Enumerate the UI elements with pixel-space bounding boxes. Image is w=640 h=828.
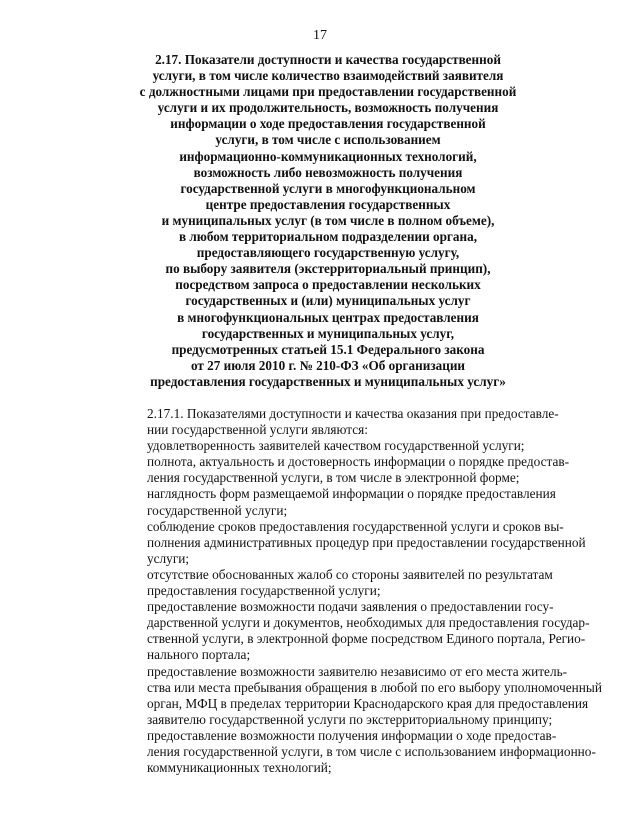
heading-line: в любом территориальном подразделении органа, xyxy=(178,229,477,245)
heading-line: возможность либо невозможность получения xyxy=(193,164,463,180)
paragraph-2-17-1 xyxy=(115,406,559,438)
paragraph-satisfaction xyxy=(115,438,551,454)
text-line: государственной услуги; xyxy=(147,502,288,518)
paragraph-electronic-application xyxy=(115,599,590,663)
text-line: нии государственной услуги являются: xyxy=(147,422,368,438)
text-line: полнения административных процедур при предоставлении государственной xyxy=(147,534,586,550)
heading-line: центре предоставления государственных xyxy=(205,196,451,212)
heading-line: посредством запроса о предоставлении нескольких xyxy=(175,277,481,293)
heading-line: информационно-коммуникационных технологий, xyxy=(179,148,477,164)
paragraph-extraterritorial xyxy=(115,663,602,728)
heading-line: услуги, в том числе с использованием xyxy=(215,132,441,148)
heading-line: услуги и их продолжительность, возможность получения xyxy=(157,100,499,116)
text-line: предоставление возможности получения информации о ходе предостав- xyxy=(147,727,557,743)
text-line: предоставление возможности подачи заявления о предоставлении госу- xyxy=(147,599,554,615)
heading-line: предоставления государственных и муниципальных услуг» xyxy=(150,373,506,389)
text-line: заявителю государственной услуги по экстерриториальному принципу; xyxy=(147,711,553,727)
text-line: полнота, актуальность и достоверность информации о порядке предостав- xyxy=(147,454,570,470)
text-line: 2.17.1. Показателями доступности и качества оказания при предоставле- xyxy=(147,406,559,421)
text-line: орган, МФЦ в пределах территории Краснодарского края для предоставления xyxy=(147,695,589,711)
text-line: предоставления государственной услуги; xyxy=(147,583,381,599)
paragraph-complaints xyxy=(115,567,551,599)
text-line: нального портала; xyxy=(147,647,251,663)
paragraph-progress-info xyxy=(115,727,596,776)
heading-line: в многофункциональных центрах предоставления xyxy=(177,309,479,325)
paragraph-clarity xyxy=(115,486,556,518)
heading-line: государственных и муниципальных услуг, xyxy=(201,325,455,341)
text-line: коммуникационных технологий; xyxy=(147,760,332,776)
text-line: услуги; xyxy=(147,550,190,566)
paragraph-completeness xyxy=(115,454,570,486)
text-line: ления государственной услуги, в том числе в электронной форме; xyxy=(147,470,520,486)
section-heading xyxy=(100,52,556,390)
heading-line: 2.17. Показатели доступности и качества государственной xyxy=(155,52,501,67)
text-line: предоставление возможности заявителю независимо от его места житель- xyxy=(147,663,568,679)
text-line: удовлетворенность заявителей качеством государственной услуги; xyxy=(147,438,525,454)
text-line: соблюдение сроков предоставления государственной услуги и сроков вы- xyxy=(147,518,564,534)
heading-line: от 27 июля 2010 г. № 210-ФЗ «Об организации xyxy=(190,357,466,373)
text-line: дарственной услуги и документов, необходимых для предоставления государ- xyxy=(147,615,590,631)
heading-line: государственных и (или) муниципальных услуг xyxy=(185,293,471,309)
text-line: наглядность форм размещаемой информации о порядке предоставления xyxy=(147,486,556,502)
text-line: ления государственной услуги, в том числе с использованием информационно- xyxy=(147,743,596,759)
heading-line: по выбору заявителя (экстерриториальный принцип), xyxy=(165,261,491,277)
body-text xyxy=(115,406,602,776)
heading-line: предоставляющего государственную услугу, xyxy=(196,245,460,261)
text-line: отсутствие обоснованных жалоб со стороны заявителей по результатам xyxy=(147,566,553,582)
paragraph-deadlines xyxy=(115,518,586,567)
text-line: ства или места пребывания обращения в любой по его выбору уполномоченный xyxy=(147,679,602,695)
page-number: 17 xyxy=(313,28,327,43)
text-line: ственной услуги, в электронной форме посредством Единого портала, Регио- xyxy=(147,631,586,647)
heading-line: государственной услуги в многофункциональном xyxy=(180,180,476,196)
heading-line: предусмотренных статьей 15.1 Федерального закона xyxy=(171,341,485,357)
heading-line: и муниципальных услуг (в том числе в полном объеме), xyxy=(161,212,495,228)
heading-line: услуги, в том числе количество взаимодействий заявителя xyxy=(152,68,504,84)
heading-line: с должностными лицами при предоставлении государственной xyxy=(139,84,517,100)
heading-line: информации о ходе предоставления государственной xyxy=(170,116,486,132)
